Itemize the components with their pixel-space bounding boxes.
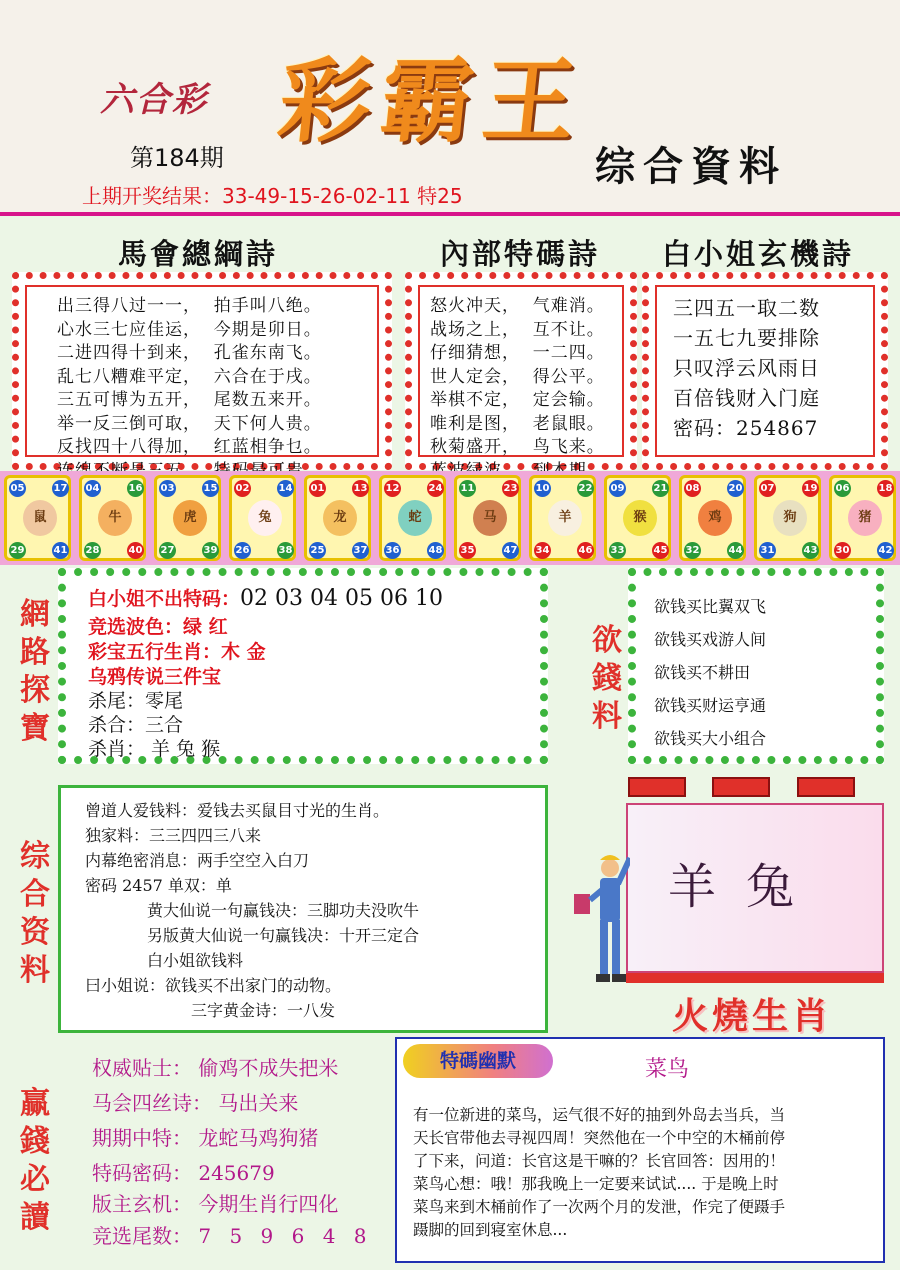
zodiac-animal-icon: 猪 <box>848 500 882 536</box>
tip-key: 特码密码： <box>92 1161 192 1185</box>
side-label-network: 網路探寶 <box>20 597 50 746</box>
painter-figure-icon <box>570 850 630 990</box>
poem2-line: 仔细猜想， 一二四。 <box>430 343 605 363</box>
zodiac-number-ball: 31 <box>759 542 776 559</box>
zodiac-card <box>454 475 521 561</box>
side-label-desire: 欲錢料 <box>592 623 622 734</box>
net-row2-val: 绿 红 <box>183 616 228 638</box>
tip-key: 权威贴士： <box>92 1056 192 1080</box>
tip-row <box>92 1052 338 1081</box>
zodiac-number-ball: 38 <box>277 542 294 559</box>
zodiac-number-ball: 24 <box>427 480 444 497</box>
poem1-line: 三五可博为五开， 尾数五来开。 <box>57 390 322 410</box>
network-treasure-box <box>58 568 548 764</box>
poem1-line: 举一反三倒可取， 天下何人贵。 <box>57 413 322 434</box>
zodiac-animal-icon: 猴 <box>623 500 657 536</box>
desire-item: 欲钱买财运亨通 <box>654 696 767 715</box>
comp-line-3: 内幕绝密消息：两手空空入白刀 <box>85 851 310 870</box>
zodiac-number-ball: 09 <box>609 480 626 497</box>
billboard-base <box>626 973 884 983</box>
poem2-line: 怒火冲天， 气难消。 <box>430 296 605 316</box>
last-draw-result: 上期开奖结果：33-49-15-26-02-11 特25 <box>82 184 463 208</box>
zodiac-number-ball: 48 <box>427 542 444 559</box>
zodiac-number-ball: 10 <box>534 480 551 497</box>
tip-value: 偷鸡不成失把米 <box>198 1056 339 1080</box>
tip-key: 马会四丝诗： <box>92 1091 212 1115</box>
zodiac-number-ball: 44 <box>727 542 744 559</box>
zodiac-number-ball: 35 <box>459 542 476 559</box>
zodiac-animal-icon: 鸡 <box>698 500 732 536</box>
comp-line-9: 三字黄金诗：一八发 <box>191 1001 336 1020</box>
poem2-line: 战场之上， 互不让。 <box>430 319 605 340</box>
zodiac-number-ball: 13 <box>352 480 369 497</box>
zodiac-number-ball: 23 <box>502 480 519 497</box>
joke-title: 菜鸟 <box>645 1057 690 1082</box>
poem2-line: 世人定会， 得公平。 <box>430 366 605 387</box>
zodiac-card <box>754 475 821 561</box>
zodiac-number-ball: 16 <box>127 480 144 497</box>
poem3-lines <box>673 293 820 443</box>
tip-key: 竞选尾数： <box>92 1224 192 1248</box>
desire-item: 欲钱买大小组合 <box>654 729 767 748</box>
zodiac-number-ball: 11 <box>459 480 476 497</box>
subtitle: 综合資料 <box>595 144 787 190</box>
zodiac-animal-icon: 兔 <box>248 500 282 536</box>
zodiac-number-ball: 03 <box>159 480 176 497</box>
poem3-box <box>642 272 888 470</box>
zodiac-number-ball: 05 <box>9 480 26 497</box>
zodiac-number-ball: 45 <box>652 542 669 559</box>
zodiac-number-ball: 27 <box>159 542 176 559</box>
zodiac-animal-icon: 狗 <box>773 500 807 536</box>
zodiac-animal-icon: 马 <box>473 500 507 536</box>
poem1-line: 乱七八糟难平定， 六合在于戌。 <box>57 366 322 387</box>
side-label-win: 赢錢必讀 <box>20 1086 50 1235</box>
zodiac-number-ball: 32 <box>684 542 701 559</box>
zodiac-number-ball: 36 <box>384 542 401 559</box>
zodiac-number-ball: 01 <box>309 480 326 497</box>
desire-item: 欲钱买不耕田 <box>654 663 751 682</box>
zodiac-number-ball: 22 <box>577 480 594 497</box>
zodiac-number-ball: 25 <box>309 542 326 559</box>
zodiac-number-ball: 46 <box>577 542 594 559</box>
joke-line: 有一位新进的菜鸟，运气很不好的抽到外岛去当兵，当 <box>413 1106 786 1124</box>
logo-caibawang: 彩霸王 <box>273 47 591 155</box>
net-row1-key: 白小姐不出特码： <box>88 588 241 610</box>
poem2-line: 秋菊盛开， 鸟飞来。 <box>430 437 605 457</box>
desire-item: 欲钱买比翼双飞 <box>654 597 767 616</box>
zodiac-number-ball: 43 <box>802 542 819 559</box>
zodiac-strip <box>0 471 900 565</box>
zodiac-animal-icon: 羊 <box>548 500 582 536</box>
poem3-line: 一五七九要排除 <box>673 326 820 350</box>
desire-item: 欲钱买戏游人间 <box>654 630 767 649</box>
zodiac-number-ball: 39 <box>202 542 219 559</box>
poem1-box <box>12 272 392 470</box>
zodiac-card <box>679 475 746 561</box>
zodiac-number-ball: 30 <box>834 542 851 559</box>
comp-line-2: 独家料：三三四四三八来 <box>85 826 262 845</box>
tip-key: 期期中特： <box>92 1126 192 1150</box>
joke-line: 蹑脚的回到寝室休息... <box>413 1221 568 1239</box>
poem2-line: 举棋不定， 定会输。 <box>430 390 605 410</box>
zodiac-number-ball: 12 <box>384 480 401 497</box>
poem1-lines <box>57 295 322 483</box>
net-row2-key: 竞选波色： <box>88 616 184 638</box>
board-post <box>797 777 855 797</box>
poem1-line: 二进四得十到来， 孔雀东南飞。 <box>57 343 322 363</box>
zodiac-number-ball: 26 <box>234 542 251 559</box>
poem2-line: 唯利是图， 老鼠眼。 <box>430 413 605 434</box>
zodiac-number-ball: 19 <box>802 480 819 497</box>
zodiac-number-ball: 18 <box>877 480 894 497</box>
zodiac-number-ball: 15 <box>202 480 219 497</box>
zodiac-number-ball: 41 <box>52 542 69 559</box>
zodiac-number-ball: 29 <box>9 542 26 559</box>
zodiac-number-ball: 40 <box>127 542 144 559</box>
joke-line: 菜鸟心想：哦！那我晚上一定要来试试.... 于是晚上时 <box>413 1175 779 1193</box>
comp-line-7: 白小姐欲钱料 <box>147 951 244 970</box>
net-row3-key: 彩宝五行生肖： <box>88 641 222 663</box>
zodiac-number-ball: 33 <box>609 542 626 559</box>
joke-line: 天长官带他去寻视四周！突然他在一个中空的木桶前停 <box>413 1129 786 1147</box>
zodiac-number-ball: 47 <box>502 542 519 559</box>
zodiac-animal-icon: 鼠 <box>23 500 57 536</box>
comp-line-8: 曰小姐说：欲钱买不出家门的动物。 <box>85 976 342 995</box>
zodiac-card <box>154 475 221 561</box>
composite-info-box <box>58 785 548 1033</box>
tip-row <box>92 1157 275 1186</box>
board-post <box>628 777 686 797</box>
comp-line-4: 密码 2457 单双：单 <box>85 876 232 895</box>
zodiac-number-ball: 08 <box>684 480 701 497</box>
joke-line: 了下来，问道：长官这是干嘛的？长官回答：因用的！ <box>413 1152 786 1170</box>
zodiac-card <box>304 475 371 561</box>
zodiac-number-ball: 37 <box>352 542 369 559</box>
zodiac-number-ball: 06 <box>834 480 851 497</box>
net-row3-val: 木 金 <box>221 641 266 663</box>
header-divider <box>0 212 900 216</box>
poem1-line: 反找四十八得加， 红蓝相争乜。 <box>57 437 322 457</box>
poem1-line: 出三得八过一一， 拍手叫八绝。 <box>57 296 322 316</box>
zodiac-card <box>604 475 671 561</box>
side-label-composite: 综合资料 <box>20 839 50 988</box>
joke-line: 菜鸟来到木桶前作了一次两个月的发泄，作完了便蹑手 <box>413 1198 786 1216</box>
zodiac-card <box>4 475 71 561</box>
comp-line-6: 另版黄大仙说一句赢钱决：十开三定合 <box>147 926 420 945</box>
zodiac-number-ball: 07 <box>759 480 776 497</box>
tip-value: 245679 <box>198 1161 275 1185</box>
net-row7: 杀肖： 羊 兔 猴 <box>88 738 221 760</box>
poem2-title: 內部特碼詩 <box>440 237 601 271</box>
zodiac-animal-icon: 虎 <box>173 500 207 536</box>
comp-line-5: 黄大仙说一句赢钱决：三脚功夫没吹牛 <box>147 901 420 920</box>
board-post <box>712 777 770 797</box>
zodiac-number-ball: 02 <box>234 480 251 497</box>
fire-zodiac-title: 火燒生肖 <box>672 996 833 1037</box>
tip-row <box>92 1220 373 1249</box>
poem3-line: 密码：254867 <box>673 416 819 440</box>
zodiac-animal-icon: 龙 <box>323 500 357 536</box>
logo-liuhecai: 六合彩 <box>100 80 208 120</box>
zodiac-number-ball: 21 <box>652 480 669 497</box>
zodiac-number-ball: 20 <box>727 480 744 497</box>
zodiac-card <box>229 475 296 561</box>
zodiac-number-ball: 34 <box>534 542 551 559</box>
tip-value: 7 5 9 6 4 8 <box>198 1224 373 1248</box>
issue-number: 第184期 <box>130 144 224 172</box>
net-row4: 乌鸦传说三件宝 <box>88 666 222 688</box>
joke-badge: 特碼幽默 <box>403 1044 553 1078</box>
tip-value: 马出关来 <box>218 1091 299 1115</box>
comp-line-1: 曾道人爱钱料：爱钱去买鼠目寸光的生肖。 <box>85 801 390 820</box>
poem3-line: 百倍钱财入门庭 <box>673 386 820 410</box>
zodiac-number-ball: 28 <box>84 542 101 559</box>
net-row5: 杀尾：零尾 <box>88 690 184 712</box>
tip-row <box>92 1087 298 1116</box>
zodiac-number-ball: 04 <box>84 480 101 497</box>
tip-key: 版主玄机： <box>92 1192 192 1216</box>
poem1-line: 心水三七应佳运， 今期是卯日。 <box>57 319 322 340</box>
zodiac-number-ball: 14 <box>277 480 294 497</box>
poem2-lines <box>430 295 605 483</box>
tip-value: 今期生肖行四化 <box>198 1192 339 1216</box>
desire-money-box <box>628 568 884 764</box>
net-row1-val: 02 03 04 05 06 10 <box>240 586 443 611</box>
billboard-zodiac-words: 羊兔 <box>668 859 825 915</box>
net-row6: 杀合：三合 <box>88 714 184 736</box>
poem1-title: 馬會總綱詩 <box>118 237 279 271</box>
zodiac-card <box>529 475 596 561</box>
tip-value: 龙蛇马鸡狗猪 <box>198 1126 319 1150</box>
poem3-line: 三四五一取二数 <box>673 296 820 320</box>
tip-row <box>92 1188 338 1217</box>
poem3-line: 只叹浮云风雨日 <box>673 356 820 380</box>
tip-row <box>92 1122 318 1151</box>
zodiac-number-ball: 42 <box>877 542 894 559</box>
poem3-title: 白小姐玄機詩 <box>662 237 855 271</box>
zodiac-card <box>379 475 446 561</box>
zodiac-card <box>829 475 896 561</box>
zodiac-card <box>79 475 146 561</box>
poem2-box <box>405 272 637 470</box>
zodiac-number-ball: 17 <box>52 480 69 497</box>
zodiac-animal-icon: 牛 <box>98 500 132 536</box>
zodiac-animal-icon: 蛇 <box>398 500 432 536</box>
